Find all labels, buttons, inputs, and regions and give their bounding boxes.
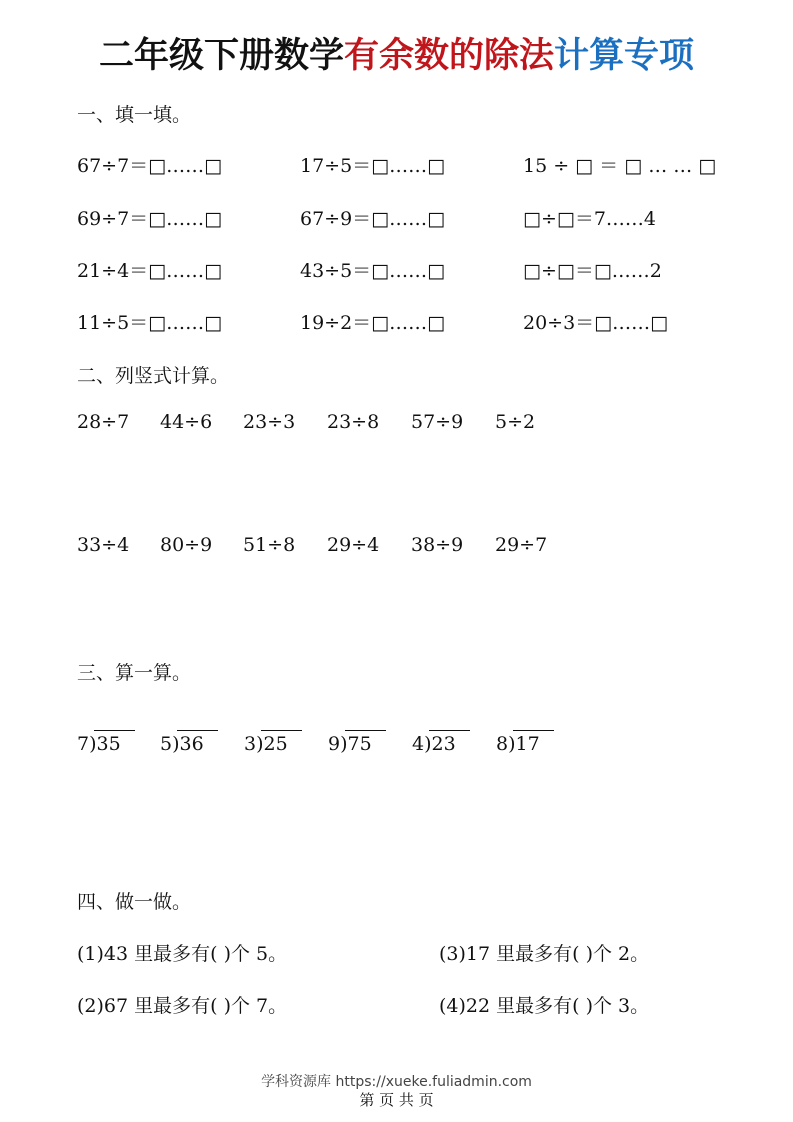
page-number: 第 页 共 页 — [359, 1091, 434, 1109]
dividend: 35 — [97, 733, 135, 755]
long-division: 9)75 — [328, 733, 386, 755]
divisor: 4 — [412, 733, 425, 755]
fill-equation: 21÷4＝□……□ — [77, 260, 223, 282]
dividend: 23 — [432, 733, 470, 755]
title-part-1: 二年级下册数学 — [98, 36, 344, 76]
division-expression: 57÷9 — [411, 411, 464, 433]
division-expression: 80÷9 — [160, 534, 213, 556]
division-expression: 51÷8 — [243, 534, 296, 556]
word-problem: (4)22 里最多有( )个 3。 — [439, 995, 650, 1017]
dividend: 17 — [516, 733, 554, 755]
divisor: 3 — [244, 733, 257, 755]
divisor: 9 — [328, 733, 341, 755]
long-division: 4)23 — [412, 733, 470, 755]
divisor: 5 — [160, 733, 173, 755]
divisor: 7 — [77, 733, 90, 755]
word-problem: (2)67 里最多有( )个 7。 — [77, 995, 288, 1017]
fill-equation: 11÷5＝□……□ — [77, 312, 223, 334]
division-expression: 5÷2 — [495, 411, 536, 433]
long-division: 5)36 — [160, 733, 218, 755]
division-expression: 29÷7 — [495, 534, 548, 556]
division-expression: 33÷4 — [77, 534, 130, 556]
long-division: 8)17 — [496, 733, 554, 755]
division-expression: 28÷7 — [77, 411, 130, 433]
long-division: 7)35 — [77, 733, 135, 755]
fill-equation: □÷□＝□……2 — [523, 260, 662, 282]
title-part-3: 计算专项 — [554, 36, 695, 76]
fill-equation: 20÷3＝□……□ — [523, 312, 669, 334]
divisor: 8 — [496, 733, 509, 755]
page-title — [0, 28, 793, 78]
division-expression: 23÷3 — [243, 411, 296, 433]
division-expression: 23÷8 — [327, 411, 380, 433]
long-division: 3)25 — [244, 733, 302, 755]
dividend: 36 — [180, 733, 218, 755]
section-4-heading: 四、做一做。 — [77, 891, 192, 913]
fill-equation: 17÷5＝□……□ — [300, 155, 446, 177]
title-part-2: 有余数的除法 — [343, 36, 554, 76]
section-2-heading: 二、列竖式计算。 — [77, 365, 230, 387]
fill-equation: 43÷5＝□……□ — [300, 260, 446, 282]
division-expression: 29÷4 — [327, 534, 380, 556]
section-1-heading: 一、填一填。 — [77, 104, 192, 126]
fill-equation: 19÷2＝□……□ — [300, 312, 446, 334]
fill-equation: 15 ÷ □ ＝ □ … … □ — [523, 155, 717, 177]
footer-source: 学科资源库 https://xueke.fuliadmin.com — [261, 1074, 532, 1090]
dividend: 75 — [348, 733, 386, 755]
division-expression: 44÷6 — [160, 411, 213, 433]
fill-equation: 67÷9＝□……□ — [300, 208, 446, 230]
fill-equation: □÷□＝7……4 — [523, 208, 657, 230]
division-expression: 38÷9 — [411, 534, 464, 556]
dividend: 25 — [264, 733, 302, 755]
section-3-heading: 三、算一算。 — [77, 662, 192, 684]
word-problem: (1)43 里最多有( )个 5。 — [77, 943, 288, 965]
fill-equation: 67÷7＝□……□ — [77, 155, 223, 177]
fill-equation: 69÷7＝□……□ — [77, 208, 223, 230]
word-problem: (3)17 里最多有( )个 2。 — [439, 943, 650, 965]
